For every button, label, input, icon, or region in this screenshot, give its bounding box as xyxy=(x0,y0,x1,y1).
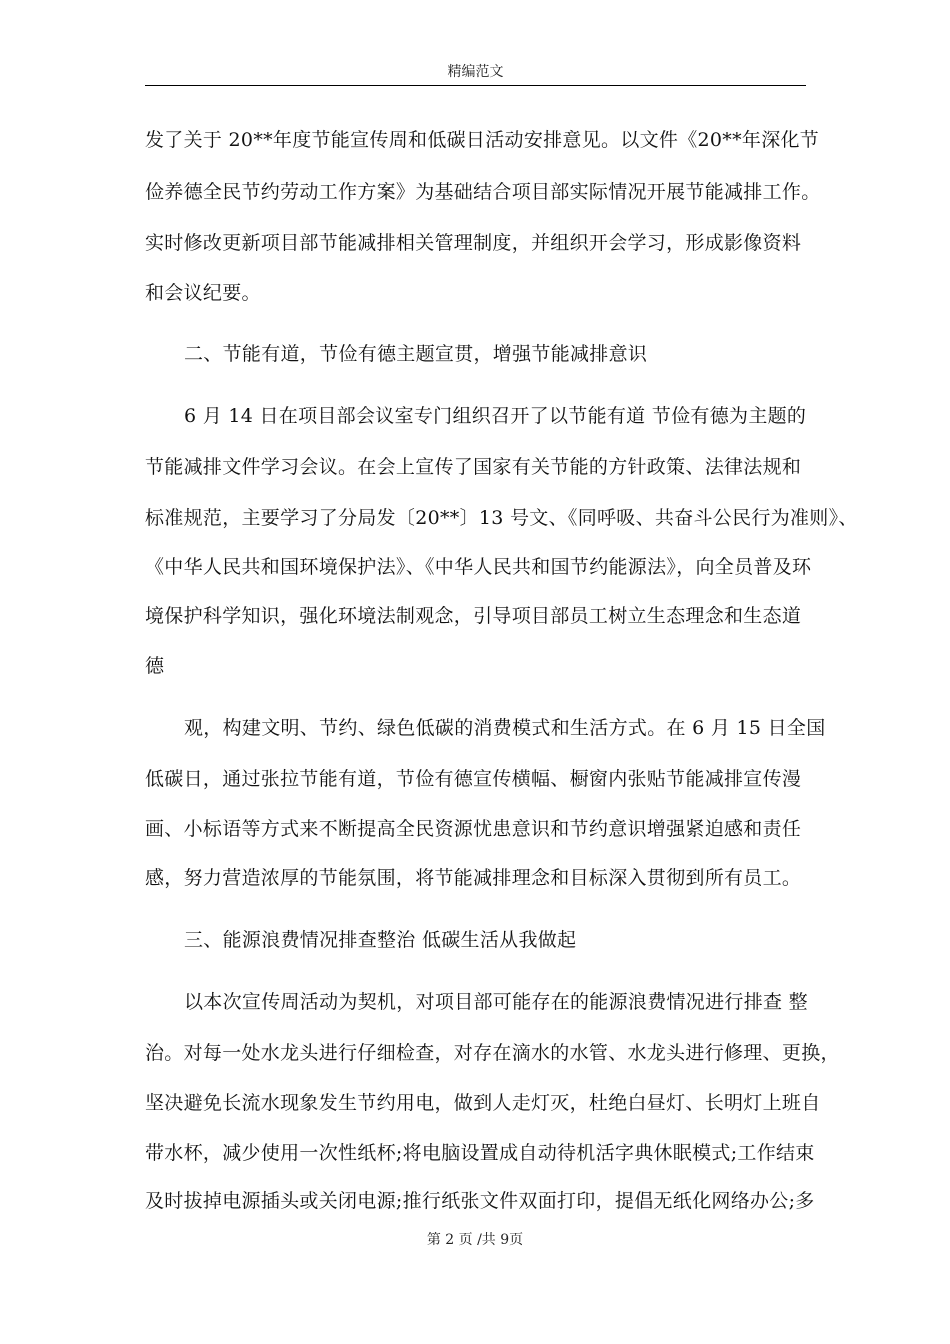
paragraph-line: 治。对每一处水龙头进行仔细检查，对存在滴水的水管、水龙头进行修理、更换， xyxy=(145,1042,840,1064)
paragraph-line: 坚决避免长流水现象发生节约用电，做到人走灯灭，杜绝白昼灯、长明灯上班自 xyxy=(145,1092,821,1114)
page-header: 精编范文 xyxy=(447,64,504,80)
paragraph-line: 境保护科学知识，强化环境法制观念，引导项目部员工树立生态理念和生态道 xyxy=(145,605,802,627)
paragraph-line: 画、小标语等方式来不断提高全民资源忧患意识和节约意识增强紧迫感和责任 xyxy=(145,818,802,840)
paragraph-line: 发了关于 20**年度节能宣传周和低碳日活动安排意见。以文件《20**年深化节 xyxy=(145,129,820,151)
paragraph-line: 实时修改更新项目部节能减排相关管理制度，并组织开会学习，形成影像资料 xyxy=(145,232,802,254)
paragraph-line: 《中华人民共和国环境保护法》、《中华人民共和国节约能源法》，向全员普及环 xyxy=(145,556,812,578)
paragraph-line: 以本次宣传周活动为契机，对项目部可能存在的能源浪费情况进行排查 整 xyxy=(184,991,808,1013)
paragraph-line: 观，构建文明、节约、绿色低碳的消费模式和生活方式。在 6 月 15 日全国 xyxy=(184,717,826,739)
paragraph-line: 俭养德全民节约劳动工作方案》为基础结合项目部实际情况开展节能减排工作。 xyxy=(145,181,821,203)
paragraph-line: 带水杯，减少使用一次性纸杯;将电脑设置成自动待机活字典休眠模式;工作结束 xyxy=(145,1142,815,1164)
paragraph-line: 节能减排文件学习会议。在会上宣传了国家有关节能的方针政策、法律法规和 xyxy=(145,456,802,478)
paragraph-line: 标准规范，主要学习了分局发〔20**〕13 号文、《同呼吸、共奋斗公民行为准则》、 xyxy=(145,507,858,529)
paragraph-line: 和会议纪要。 xyxy=(145,282,261,304)
header-divider xyxy=(145,85,806,86)
section-heading: 三、能源浪费情况排查整治 低碳生活从我做起 xyxy=(184,929,577,951)
paragraph-line: 6 月 14 日在项目部会议室专门组织召开了以节能有道 节俭有德为主题的 xyxy=(184,405,807,427)
section-heading: 二、节能有道，节俭有德主题宣贯，增强节能减排意识 xyxy=(184,343,648,365)
page-number: 第 2 页 /共 9页 xyxy=(426,1232,524,1248)
paragraph-line: 德 xyxy=(145,655,165,677)
paragraph-line: 低碳日，通过张拉节能有道，节俭有德宣传横幅、橱窗内张贴节能减排宣传漫 xyxy=(145,768,802,790)
paragraph-line: 感，努力营造浓厚的节能氛围，将节能减排理念和目标深入贯彻到所有员工。 xyxy=(145,867,802,889)
paragraph-line: 及时拔掉电源插头或关闭电源;推行纸张文件双面打印，提倡无纸化网络办公;多 xyxy=(145,1190,815,1212)
